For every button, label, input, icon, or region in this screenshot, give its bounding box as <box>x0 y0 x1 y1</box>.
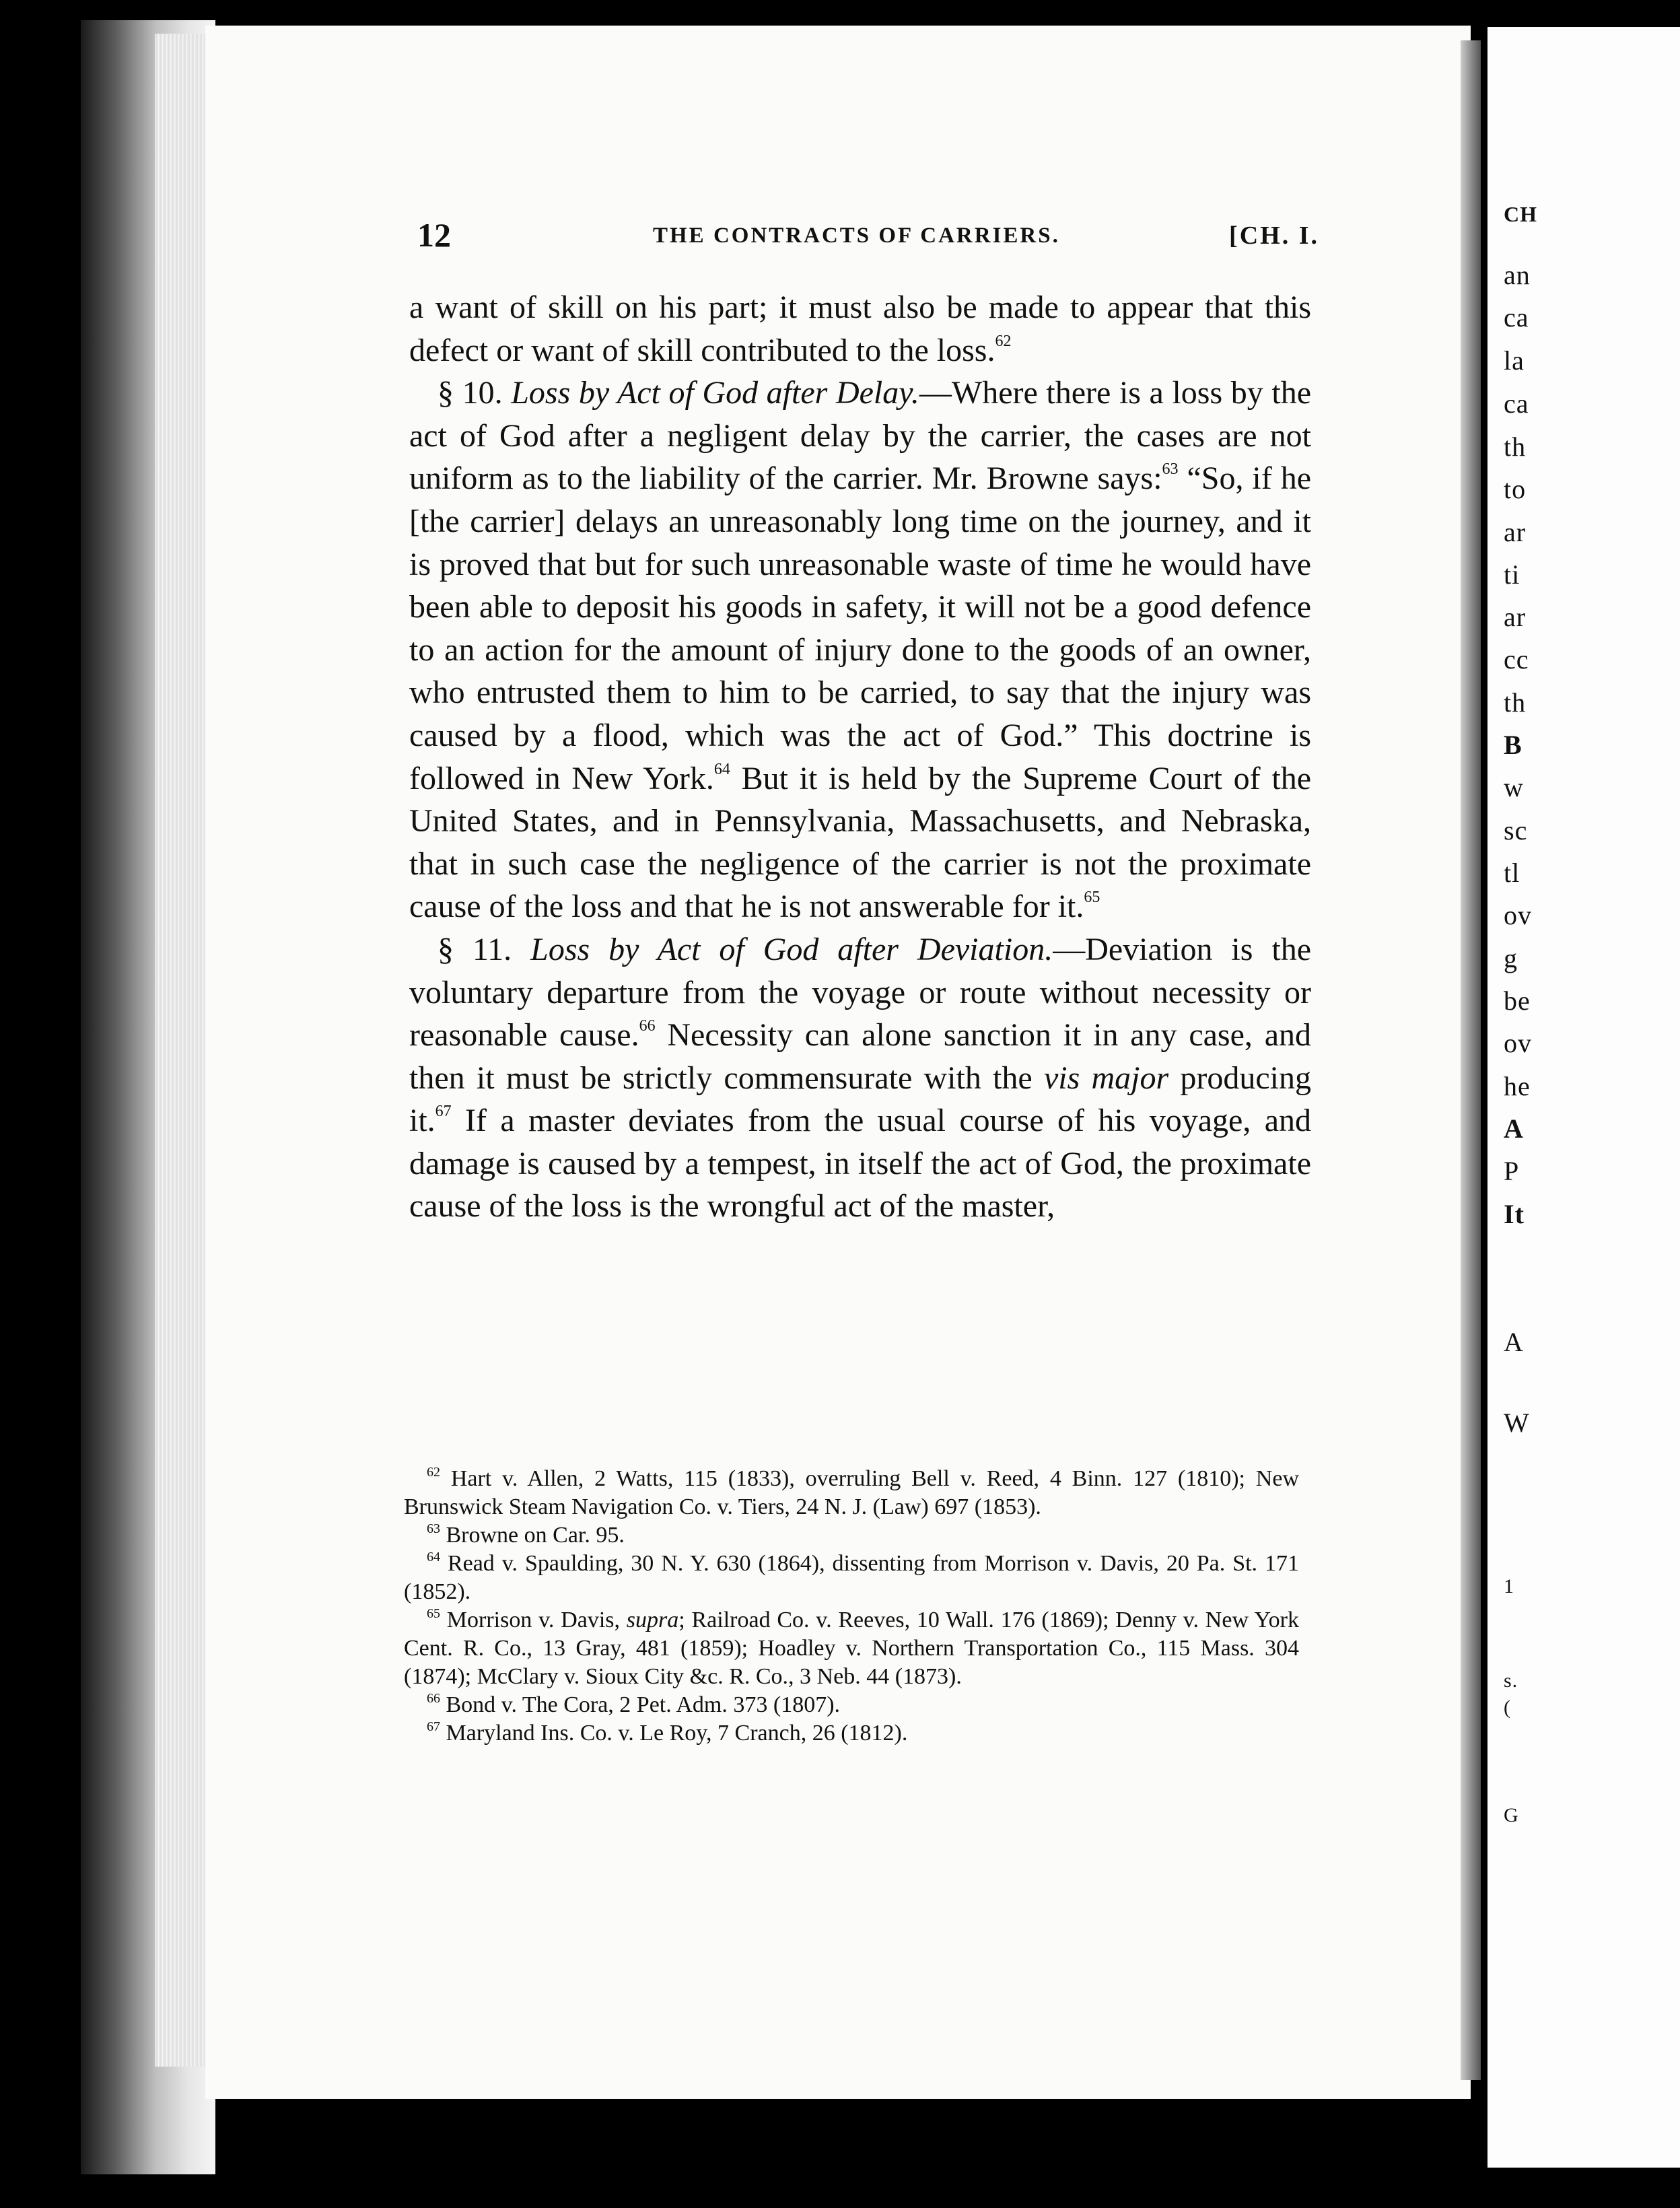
facing-page-fragment: P <box>1504 1156 1520 1186</box>
footnote <box>404 1606 1299 1691</box>
running-title: THE CONTRACTS OF CARRIERS. <box>653 223 1060 248</box>
paragraph <box>409 286 1311 372</box>
footnote-text: Maryland Ins. Co. v. Le Roy, 7 Cranch, 26 (1812). <box>446 1721 908 1746</box>
paragraph-text: “So, if he [the carrier] delays an unreasonably long time on the journey, and it is proved that but for such unreasonable waste of time he would have been able to deposit his goods in safety, it will not be a good defence to an action for the amount of injury done to the goods of an owner, who entrusted them to him to be carried, to say that the injury was caused by a flood, which was the act of God.” This doctrine is followed in New York. <box>409 460 1312 796</box>
facing-page-fragment: be <box>1504 986 1531 1016</box>
footnote-text: Hart v. Allen, 2 Watts, 115 (1833), overruling Bell v. Reed, 4 Binn. 127 (1810); New Brunswick Steam Navigation Co. v. Tiers, 24 N. J. (Law) 697 (1853). <box>404 1466 1299 1519</box>
footnote-text: Read v. Spaulding, 30 N. Y. 630 (1864), dissenting from Morrison v. Davis, 20 Pa. St. 171 (1852). <box>404 1551 1299 1604</box>
paragraph-text: Necessity can alone sanction it in any case, and then it must be strictly commensurate with the <box>409 1017 1312 1096</box>
facing-page-fragment: ar <box>1504 602 1527 632</box>
footnote-text: Morrison v. Davis, <box>446 1608 627 1632</box>
chapter-label: [CH. I. <box>1229 221 1319 250</box>
facing-page-fragment: CH <box>1504 202 1537 226</box>
footnote <box>404 1465 1299 1521</box>
facing-page-fragment: 1 <box>1504 1575 1514 1597</box>
footnotes <box>404 1465 1299 1748</box>
facing-page-fragment: g <box>1504 943 1518 973</box>
facing-page-fragment: cc <box>1504 644 1529 675</box>
facing-page-fragment: ti <box>1504 559 1520 590</box>
facing-page-fragment: sc <box>1504 815 1528 846</box>
footnote-number: 66 <box>427 1691 440 1706</box>
section-title: Loss by Act of God after Deviation. <box>530 931 1053 967</box>
footnote <box>404 1550 1299 1606</box>
facing-page-fragment: th <box>1504 432 1527 462</box>
facing-page-fragment: la <box>1504 345 1525 376</box>
facing-page-fragment: G <box>1504 1804 1519 1826</box>
footnote-number: 63 <box>427 1521 440 1536</box>
facing-page-fragment: th <box>1504 687 1527 718</box>
footnote <box>404 1719 1299 1748</box>
facing-page-fragment: ca <box>1504 388 1529 419</box>
facing-page-fragment: w <box>1504 772 1524 802</box>
gutter-shadow <box>1461 40 1481 2080</box>
facing-page <box>1488 27 1680 2168</box>
facing-page-fragment: ca <box>1504 302 1529 333</box>
footnote-ref: 62 <box>995 332 1012 350</box>
footnote-number: 64 <box>427 1550 440 1564</box>
paragraph <box>409 928 1311 1228</box>
facing-page-fragment: ov <box>1504 900 1532 930</box>
footnote-number: 62 <box>427 1465 440 1480</box>
facing-page-fragment: ar <box>1504 517 1527 547</box>
footnote-number: 67 <box>427 1719 440 1734</box>
footnote-number: 65 <box>427 1606 440 1621</box>
paragraph <box>409 372 1311 928</box>
footnote <box>404 1521 1299 1550</box>
paragraph-text: If a master deviates from the usual course of his voyage, and damage is caused by a tempest, in itself the act of God, the proximate cause of the loss is the wrongful act of the master, <box>409 1103 1311 1224</box>
paragraph-text: —Where there is a loss by the act of God after a negligent delay by the carrier, the cases are not uniform as to the liability of the carrier. Mr. Browne says: <box>409 375 1312 497</box>
footnote-ref: 63 <box>1162 460 1179 479</box>
facing-page-fragment: an <box>1504 260 1531 290</box>
facing-page-fragment: he <box>1504 1071 1531 1101</box>
paragraph-text: But it is held by the Supreme Court of the United States, and in Pennsylvania, Massachusetts, and Nebraska, that in such case the negligence of the carrier is not the proximate cause of the loss and that he is not answerable for it. <box>409 760 1312 925</box>
page-number: 12 <box>417 216 451 254</box>
facing-page-fragment: to <box>1504 474 1527 504</box>
paragraph-text: —Deviation is the voluntary departure from the voyage or route without necessity or reasonable cause. <box>409 931 1312 1054</box>
section-number: § 11. <box>438 931 512 967</box>
facing-page-fragment: ov <box>1504 1028 1532 1058</box>
facing-page-fragment: A <box>1504 1327 1524 1357</box>
footnote-italic: supra <box>626 1608 679 1632</box>
footnote-ref: 66 <box>639 1017 656 1035</box>
footnote-text: ; Railroad Co. v. Reeves, 10 Wall. 176 (1869); Denny v. New York Cent. R. Co., 13 Gray, 481 (1859); Hoadley v. Northern Transportation Co., 115 Mass. 304 (1874); McClary v. Sioux City &c. R. Co., 3 Neb. 44 (1873). <box>404 1608 1299 1689</box>
footnote-ref: 64 <box>713 760 730 778</box>
facing-page-fragment: A <box>1504 1113 1524 1144</box>
footnote-text: Browne on Car. 95. <box>446 1523 625 1548</box>
section-number: § 10. <box>438 375 503 411</box>
footnote-ref: 67 <box>435 1103 452 1121</box>
footnote-ref: 65 <box>1084 889 1100 907</box>
facing-page-fragment: B <box>1504 730 1523 760</box>
facing-page-fragment: It <box>1504 1199 1525 1229</box>
facing-page-fragment: tl <box>1504 858 1520 888</box>
footnote <box>404 1691 1299 1719</box>
paragraph-text: producing it. <box>409 1060 1312 1139</box>
running-header <box>417 215 1319 256</box>
facing-page-fragment: W <box>1504 1408 1530 1438</box>
section-title: Loss by Act of God after Delay. <box>511 375 919 411</box>
body-text <box>409 286 1311 1228</box>
italic-term: vis major <box>1043 1060 1169 1096</box>
facing-page-fragment: ( <box>1504 1696 1511 1719</box>
footnote-text: Bond v. The Cora, 2 Pet. Adm. 373 (1807). <box>446 1692 841 1717</box>
paragraph-text: a want of skill on his part; it must also be made to appear that this defect or want of skill contributed to the loss. <box>409 289 1311 368</box>
facing-page-fragment: s. <box>1504 1669 1518 1692</box>
